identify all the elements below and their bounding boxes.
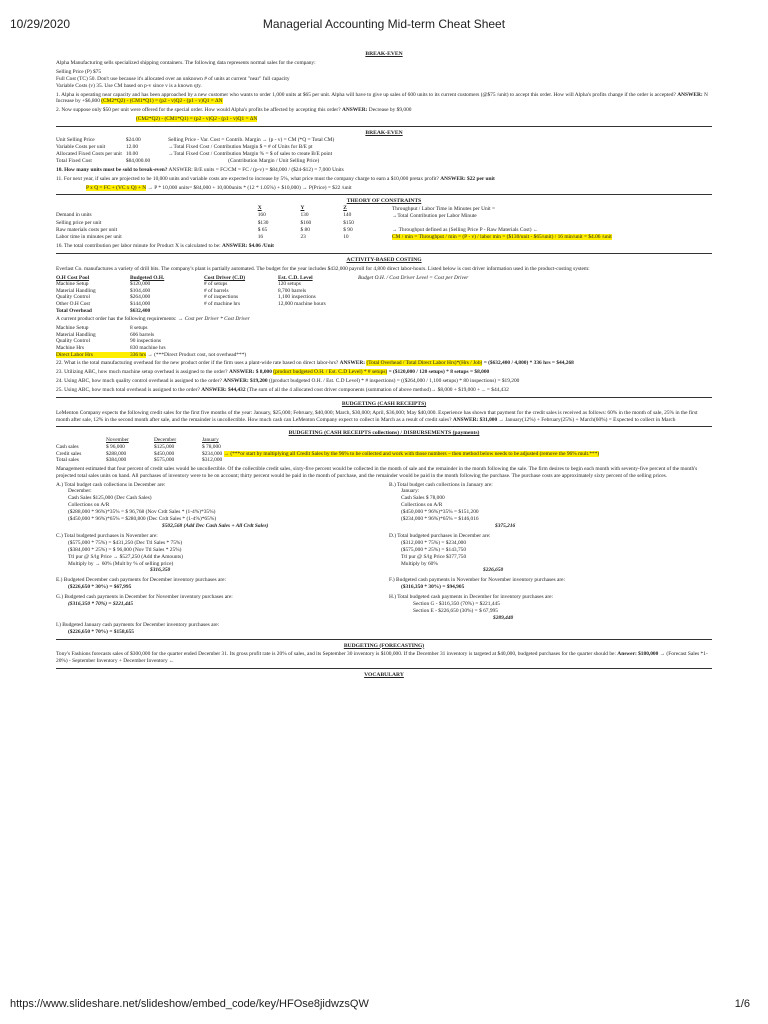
toc-note: →Total Contribution per Labor Minute	[392, 213, 477, 220]
section-break-even-2: BREAK-EVEN	[365, 130, 403, 137]
bcd-section-d: D.) Total budgeted purchases in December are: ($312,000 * 75%) = $234,000 ($575,000 * 25%) = $143,750 Ttl pur @ S/lg Price $377,750 Multiply by 60% $226,650	[389, 532, 504, 574]
bcd-section-c: C.) Total budgeted purchases in November are: ($575,000 * 75%) = $431,250 (Dec Ttl Sales * 75%) ($384,000 * 25%) = $ 96,000 (Nov Ttl Sales * 25%) Ttl pur @ S/lg Price → $527,250 (Add the Amounts) Multiply by → 60% (Mult by % of selling price) $316,350	[56, 532, 183, 574]
be2-formula: →Total Fixed Cost / Contribution Margin $ = # of Units for B/E pt	[168, 143, 313, 150]
bcd-section-b: B.) Total budget cash collections in January are: January: Cash Sales $ 78,000 Collections on A/R ($450,000 * 96%)*35% = $151,200 ($234,000 * 96%)*65% = $146,016 $375,216	[389, 481, 516, 529]
bcd-ab	[56, 482, 712, 530]
table-row: Demand in units 160 130 140	[56, 212, 352, 219]
table-row: Machine Setup $120,000 # of setups 120 setups	[56, 281, 301, 288]
be1-q2: 2. Now suppose only $50 per unit were offered for the special order. How would Alpha's profits be affected by accepting this order? ANSWER: Decrease by $9,000	[56, 107, 412, 114]
bcd-gh	[56, 594, 712, 622]
toc-table: X Y Z Demand in units 160 130 140 Selling price per unit $130 $160 $150 Raw materials costs per unit $ 65 $ 80 $ 90 Labor time in minutes per unit 16 23 10	[56, 205, 386, 241]
be2-formula: Selling Price - Var. Cost = Contrib. Margin → (p - v) = CM (*Q = Total CM)	[168, 137, 335, 144]
abc-q25: 25. Using ABC, how much total overhead is assigned to the order? ANSWER: $44,432 (The sum of all the 4 allocated cost driver components (summation of above method)→ $8,000 + $19,000 + ... = $44,432	[56, 386, 509, 393]
table-row: Machine Setup 8 setups	[56, 325, 148, 332]
table-row: Cash sales $ 96,000 $125,000 $ 78,000	[56, 443, 221, 450]
bcd-section-h: H.) Total budgeted cash payments in December for inventory purchases are: Section G - $316,350 (70%) = $221,445 Section E - $226,650 (30%) = $ 67,995 $289,440	[389, 594, 554, 621]
abc-q23: 23. Utilizing ABC, how much machine setup overhead is assigned to the order? ANSWER: $ 8,000 (product budgeted O.H. / Est. C.D Level) * # setups) = ($120,000 / 120 setups) * 8 setups = $8,000	[56, 369, 490, 375]
bcd-sales-table: November December January Cash sales $ 96,000 $125,000 $ 78,000 Credit sales $288,000 $450,000 $234,000 → (***or start by multiplying all Credit Sales by the 96% to be collected and work with those numbers – then method below needs to be adjusted (remove the 96% mult.***) Total sales $384,000 $575,000 $312,000	[56, 437, 603, 463]
toc-q16: 16. The total contribution per labor minute for Product X is calculated to be: ANSWER: $4.06 /Unit	[56, 242, 274, 249]
divider	[56, 639, 712, 640]
abc-q24: 24. Using ABC, how much quality control overhead is assigned to the order? ANSWER: $19,200 ((product budgeted O.H. / Est. C.D Level) * # inspections) = (($264,000 / 1,100 setups) * 80 inspections) = $19,200	[56, 377, 520, 384]
be2-q10: 10. How many units must be sold to break-even? ANSWER: B/E units = FC/CM = FC / (p-v) = $84,000 / ($24-$12) = 7,000 Units	[56, 166, 344, 173]
section-activity-based-costing: ACTIVITY-BASED COSTING	[346, 256, 422, 263]
table-row: Raw materials costs per unit $ 65 $ 80 $ 90	[56, 226, 353, 233]
abc-pool-block	[56, 275, 712, 315]
be2-q11-work: P x Q = FC + (VC x Q) + N → P * 10,000 units= $84,000 + 10,000units * (12 * 1.05%) + $10,000) → P(Price) = $22 /unit	[86, 184, 352, 191]
abc-order-table	[56, 325, 250, 358]
table-row: Direct Labor Hrs 336 hrs → (***Direct Product cost, not overhead***)	[56, 351, 247, 358]
section-budgeting-cash-receipts: BUDGETING (CASH RECEIPTS)	[341, 400, 427, 407]
bcd-para: Management estimated that four percent of credit sales would be uncollectible. Of the collectible credit sales, sixty-five percent would be collected in the month of sale and the remainder in the month following the sale. The firm desires to begin each month with seventy-five percent of the month's projected total sales units on hand. All purchases of inventory were to be on account; thirty percent would be paid in the month of purchase, and the remainder would be paid in the month following the purchase. The purchase costs are approximately sixty percent of the selling prices.	[56, 465, 698, 479]
be2-cost-table: Unit Selling Price $24.00 Variable Costs per unit 12.00 Allocated Fixed Costs per unit 10.00 Total Fixed Cost $84,000.00	[56, 137, 151, 164]
be1-q1-formula: (CM2*Q2) - (CM1*Q1) = (p2 - v)Q2 - (p1 - v)Q1 = ΔN	[101, 98, 223, 105]
section-budgeting-forecasting: BUDGETING (FORECASTING)	[343, 642, 425, 649]
table-row: Material Handling 606 barrels	[56, 331, 155, 338]
section-vocabulary: VOCABULARY	[364, 672, 404, 679]
divider	[56, 253, 712, 254]
bcd-section-g: G.) Budgeted cash payments in December for November inventory purchases are: ($316,350 * 70%) = $221,445	[56, 594, 233, 608]
table-row: Other O.H Cost $144,000 # of machine hrs 12,000 machine hours	[56, 301, 326, 308]
divider	[56, 397, 712, 398]
print-date: 10/29/2020	[10, 17, 71, 31]
toc-note: Throughput / Labor Time in Minutes per Unit =	[392, 206, 496, 213]
be2-block	[56, 137, 712, 165]
be1-line: Full Cost (TC) 50. Don't use because it's allocated over an unknown # of units at current "near" full capacity	[56, 75, 290, 82]
abc-q22: 22. What is the total manufacturing overhead for the new product order if the firm uses a plant-wide rate based on direct labor-hrs? ANSWER: (Total Overhead / Total Direct Labor Hrs)*(Hrs / Job) = ($632,400 / 4,800) * 336 hrs = $44,268	[56, 360, 574, 367]
cheat-sheet-page	[56, 48, 712, 679]
be2-formula: (Contribution Margin / Unit Selling Price)	[228, 157, 320, 164]
abc-intro: Everlast Co. manufactures a variety of drill bits. The company's plant is partially automated. The budget for the year includes $432,000 payroll for 4,800 direct labor-hours. Listed below is cost driver information used in the product-costing system:	[56, 265, 590, 272]
bcd-section-i: I.) Budgeted January cash payments for December inventory purchases are: ($226,650 * 70%) = $158,655	[56, 621, 220, 635]
section-theory-of-constraints: THEORY OF CONSTRAINTS	[346, 198, 422, 205]
table-row: Total Overhead $632,400	[56, 307, 151, 314]
bcd-ef	[56, 577, 712, 591]
section-break-even-1: BREAK-EVEN	[365, 51, 403, 57]
bcd-sales-block	[56, 437, 712, 463]
be1-line: Variable Costs (v) 35. Use CM based on p-v since v is a known qty.	[56, 82, 202, 89]
bcd-section-f: F.) Budgeted cash payments in November for November inventory purchases are: ($316,350 * 30%) = $94,905	[389, 577, 566, 591]
be2-formula: →Total Fixed Cost / Contribution Margin % = $ of sales to create B/E point	[168, 150, 333, 157]
bcd-section-a: A.) Total budget cash collections in December are: December: Cash Sales $125,000 (Dec Cash Sales) Collections on A/R ($288,000 * 96%)*35% = $ 96,768 (Nov Crdt Sales * (1-4%)*35%) ($450,000 * 96%)*65% = $280,800 (Dec Crdt Sales * (1-4%)*65%) $502,568 (Add Dec Cash Sales + All Crdt Sales)	[56, 481, 269, 529]
table-row: Labor time in minutes per unit 16 23 10	[56, 233, 349, 240]
divider	[56, 426, 712, 427]
divider	[56, 126, 712, 127]
table-row: Selling price per unit $130 $160 $150	[56, 219, 354, 226]
abc-order-intro: A current product order has the following requirements: → Cost per Driver * Cost Driver	[56, 316, 250, 323]
toc-formula: CM / min = Throughput / min = (P - v) / labor min = ($130/unit - $65/unit) / 16 min/unit = $4.06 /unit	[392, 234, 612, 241]
abc-pool-table: O.H Cost Pool Budgeted O.H. Cost Driver (C.D) Est. C.D. Level Machine Setup $120,000 # of setups 120 setups Material Handling $104,400 # of barrels 8,700 barrels Quality Control $264,000 # of inspections 1,100 inspections Other O.H Cost $144,000 # of machine hrs 12,000 machine hours Total Overhead $632,400	[56, 275, 358, 315]
bcd-cd	[56, 533, 712, 574]
table-row: Total sales $384,000 $575,000 $312,000	[56, 457, 223, 464]
toc-note: → Throughput defined as (Selling Price P - Raw Materials Cost) ←	[392, 227, 539, 234]
bf-text: Tony's Fashions forecasts sales of $300,000 for the quarter ended December 31. Its gross profit rate is 20% of sales, and its September 30 inventory is $100,000. If the December 31 inventory is targeted at $40,000, budgeted purchases for the quarter should be: Answer: $180,000 → (Forecast Sales *1- 20%) - September Inventory + December Inventory ←	[56, 651, 708, 665]
table-row: Credit sales $288,000 $450,000 $234,000 → (***or start by multiplying all Credit Sales by the 96% to be collected and work with those numbers – then method below needs to be adjusted (remove the 96% mult.***)	[56, 450, 600, 457]
abc-formula-note: Budget O.H. / Cost Driver Level = Cost per Driver	[358, 274, 469, 281]
bcr-text: LeMenton Company expects the following credit sales for the first five months of the year: January, $25,000; February, $40,000; March, $30,000; April, $36,000; May $40,000. Experience has shown that payment for the credit sales is received as follows: 60% in the month of sale, 25% in the first month after sale, 12% in the second month after sale, and the remainder is uncollectible. How much cash can LeMenton Company expect to collect in March as a result of credit sales? ANSWER: $31,000 → January(12%) + February(25%) + March(60%) = Expected to collect in March	[56, 409, 698, 423]
divider	[56, 194, 712, 195]
divider	[56, 668, 712, 669]
be1-intro: Alpha Manufacturing sells specialized shipping containers. The following data represents normal sales for the company:	[56, 59, 316, 66]
table-row: Quality Control $264,000 # of inspections 1,100 inspections	[56, 294, 316, 301]
document-title: Managerial Accounting Mid-term Cheat Sheet	[262, 17, 506, 31]
page-number: 1/6	[734, 998, 750, 1010]
be1-q1: 1. Alpha is operating near capacity and has been approached by a new customer who wants to order 1,000 units at $65 per unit. Alpha will have to give up sales of 600 units to its current customers (@$75 /unit) to accept this order. How will Alpha's profits change if the order is accepted? ANSWER: N Increase by +$6,800 (CM2*Q2) - (CM1*Q1) = (p2 - v)Q2 - (p1 - v)Q1 = ΔN	[56, 91, 708, 105]
be2-q11: 11. For next year, if sales are projected to be 10,000 units and variable costs are expected to increase by 5%, what price must the company charge to earn a $10,000 pretax profit? ANSWER: $22 per unit	[56, 175, 495, 182]
footer-url[interactable]: https://www.slideshare.net/slideshow/embed_code/key/HFOse8jidwzsQW	[10, 998, 369, 1010]
table-row: Machine Hrs 830 machine hrs	[56, 344, 166, 351]
section-budgeting-disbursements: BUDGETING (CASH RECEIPTS collections) / DISBURSEMENTS (payments)	[288, 430, 480, 437]
table-row: Material Handling $104,400 # of barrels 8,700 barrels	[56, 287, 307, 294]
be1-q2-formula: (CM2*Q2) - (CM1*Q1) = (p2 - v)Q2 - (p1 - v)Q1 = ΔN	[136, 116, 258, 123]
bcd-section-e: E.) Budgeted December cash payments for December inventory purchases are: ($226,650 * 30%) = $67,995	[56, 577, 227, 591]
toc-block	[56, 205, 712, 241]
table-row: Quality Control 90 inspections	[56, 338, 161, 345]
be1-line: Selling Price (P) $75	[56, 68, 102, 75]
